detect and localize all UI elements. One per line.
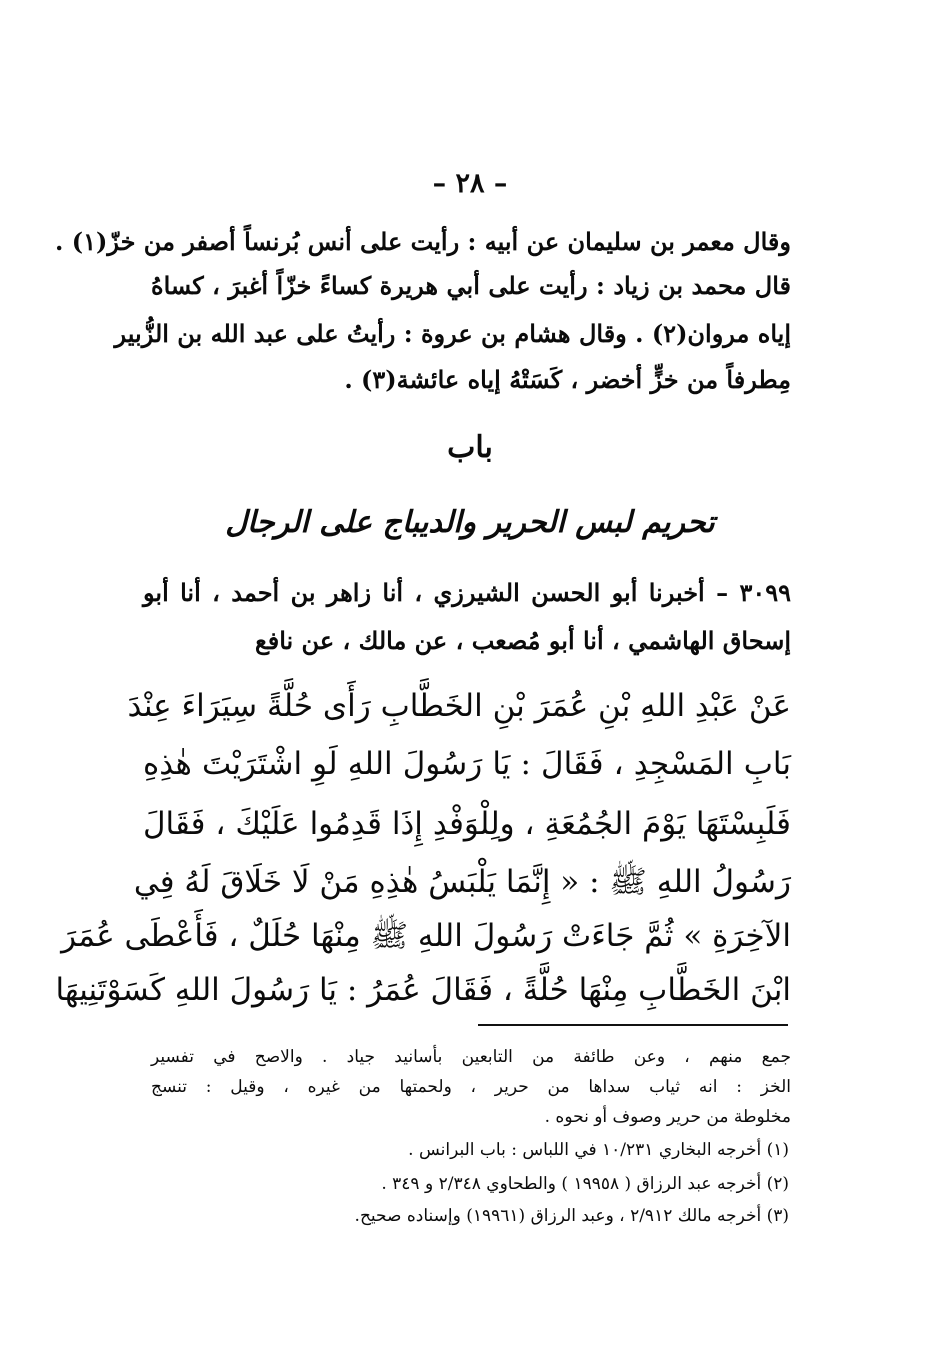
page-number: – ٢٨ –: [432, 168, 508, 199]
footnote-item: (٣) أخرجه مالك ٢/٩١٢ ، وعبد الرزاق (١٩٩٦١) وإسناده صحيح.: [354, 1206, 789, 1226]
isnad-line: إسحاق الهاشمي ، أنا أبو مُصعب ، عن مالك ، عن نافع: [254, 626, 791, 655]
chapter-title: تحريم لبس الحرير والديباج على الرجال: [225, 505, 715, 540]
footnote-item: (١) أخرجه البخاري ١٠/٢٣١ في اللباس : باب البرانس .: [408, 1140, 789, 1160]
paragraph-line: مِطرفاً من خزٍّ أخضر ، كَسَتْهُ إياه عائشة(٣) .: [344, 365, 791, 394]
paragraph-line: وقال معمر بن سليمان عن أبيه : رأيت على أنس بُرنساً أصفر من خزّ(١) .: [55, 227, 791, 256]
matn-line: رَسُولُ اللهِ ﷺ : « إِنَّمَا يَلْبَسُ هٰذِهِ مَنْ لَا خَلَاقَ لَهُ فِي: [133, 864, 791, 900]
footnote-item: (٢) أخرجه عبد الرزاق ( ١٩٩٥٨ ) والطحاوي ٢/٣٤٨ و ٣٤٩ .: [381, 1174, 789, 1194]
footnote-divider: [478, 1024, 788, 1026]
matn-line: ابْنَ الخَطَّابِ مِنْهَا حُلَّةً ، فَقَالَ عُمَرُ : يَا رَسُولَ اللهِ كَسَوْتَنِيهَا: [55, 972, 791, 1008]
matn-line: الآخِرَةِ » ثُمَّ جَاءَتْ رَسُولَ اللهِ ﷺ مِنْهَا حُلَلٌ ، فَأَعْطَى عُمَرَ: [61, 918, 791, 954]
bab-heading: باب: [447, 430, 493, 465]
matn-line: بَابِ المَسْجِدِ ، فَقَالَ : يَا رَسُولَ اللهِ لَوِ اشْتَرَيْتَ هٰذِهِ: [143, 746, 791, 782]
paragraph-line: إياه مروان(٢) . وقال هشام بن عروة : رأيتُ على عبد الله بن الزُّبير: [114, 319, 791, 348]
isnad-line: ٣٠٩٩ – أخبرنا أبو الحسن الشيرزي ، أنا زاهر بن أحمد ، أنا أبو: [143, 578, 791, 607]
footnote-line: مخلوطة من حرير وصوف أو نحوه .: [544, 1107, 791, 1127]
matn-line: عَنْ عَبْدِ اللهِ بْنِ عُمَرَ بْنِ الخَطَّابِ رَأَى حُلَّةً سِيَرَاءَ عِنْدَ: [127, 688, 791, 724]
footnote-line: جمع منهم ، وعن طائفة من التابعين بأسانيد جياد . والاصح في تفسير: [151, 1047, 791, 1067]
paragraph-line: قال محمد بن زياد : رأيت على أبي هريرة كساءً خزّاً أغبرَ ، كساهُ: [151, 271, 791, 300]
footnote-line: الخز : انه ثياب سداها من حرير ، ولحمتها من غيره ، وقيل : تنسج: [151, 1077, 791, 1097]
matn-line: فَلَبِسْتَهَا يَوْمَ الجُمُعَةِ ، ولِلْوَفْدِ إِذَا قَدِمُوا عَلَيْكَ ، فَقَالَ: [143, 806, 792, 842]
